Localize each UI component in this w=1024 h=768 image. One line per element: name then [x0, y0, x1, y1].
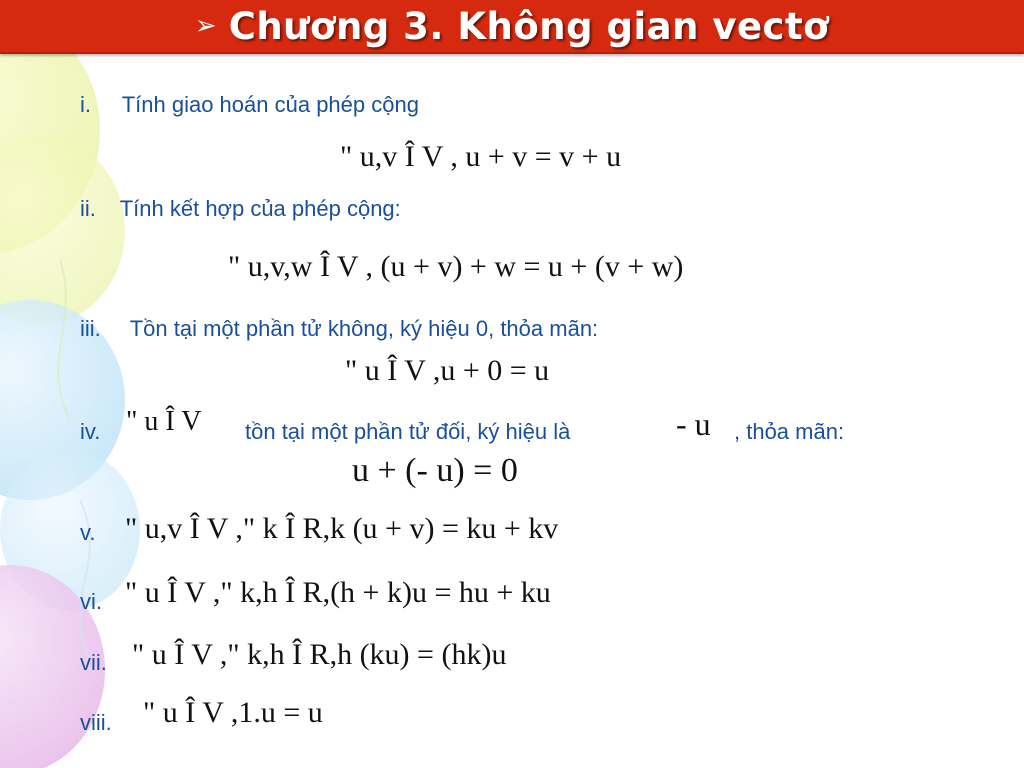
- list-item: [80, 589, 102, 615]
- formula: " u Î V ," k,h Î R,(h + k)u = hu + ku: [125, 576, 551, 609]
- arrow-bullet-icon: ➢: [194, 11, 217, 41]
- list-item: [80, 710, 112, 736]
- formula: " u Î V ,1.u = u: [143, 696, 323, 729]
- list-item: [80, 419, 124, 445]
- formula: " u,v Î V , u + v = v + u: [340, 140, 622, 173]
- slide-title: Chương 3. Không gian vectơ: [228, 4, 830, 48]
- item-text: Tính kết hợp của phép cộng:: [119, 196, 401, 221]
- item-number: ii.: [80, 196, 96, 221]
- item-number: iv.: [80, 419, 101, 444]
- formula: " u Î V ,u + 0 = u: [345, 354, 550, 387]
- formula: " u,v Î V ," k Î R,k (u + v) = ku + kv: [125, 512, 559, 545]
- item-number: vi.: [80, 589, 102, 614]
- formula-prefix: " u Î V: [126, 406, 202, 437]
- item-text: Tồn tại một phần tử không, ký hiệu 0, thỏa mãn:: [129, 316, 599, 341]
- list-item: [80, 520, 95, 546]
- list-item: [80, 92, 419, 118]
- formula: u + (- u) = 0: [352, 452, 518, 489]
- list-item: [80, 196, 401, 222]
- item-text: tồn tại một phần tử đối, ký hiệu là: [245, 419, 571, 444]
- formula: " u,v,w Î V , (u + v) + w = u + (v + w): [228, 250, 684, 283]
- item-number: vii.: [80, 650, 107, 675]
- title-bar: [0, 0, 1024, 54]
- item-text: Tính giao hoán của phép cộng: [121, 92, 419, 117]
- formula: " u Î V ," k,h Î R,h (ku) = (hk)u: [132, 638, 507, 671]
- item-text-after: , thỏa mãn:: [734, 419, 845, 444]
- item-number: v.: [80, 520, 96, 545]
- list-item: [80, 650, 107, 676]
- item-number: iii.: [80, 316, 101, 341]
- item-number: i.: [80, 92, 91, 117]
- negative-u-symbol: - u: [676, 406, 711, 442]
- item-number: viii.: [80, 710, 112, 735]
- list-item: [80, 316, 598, 342]
